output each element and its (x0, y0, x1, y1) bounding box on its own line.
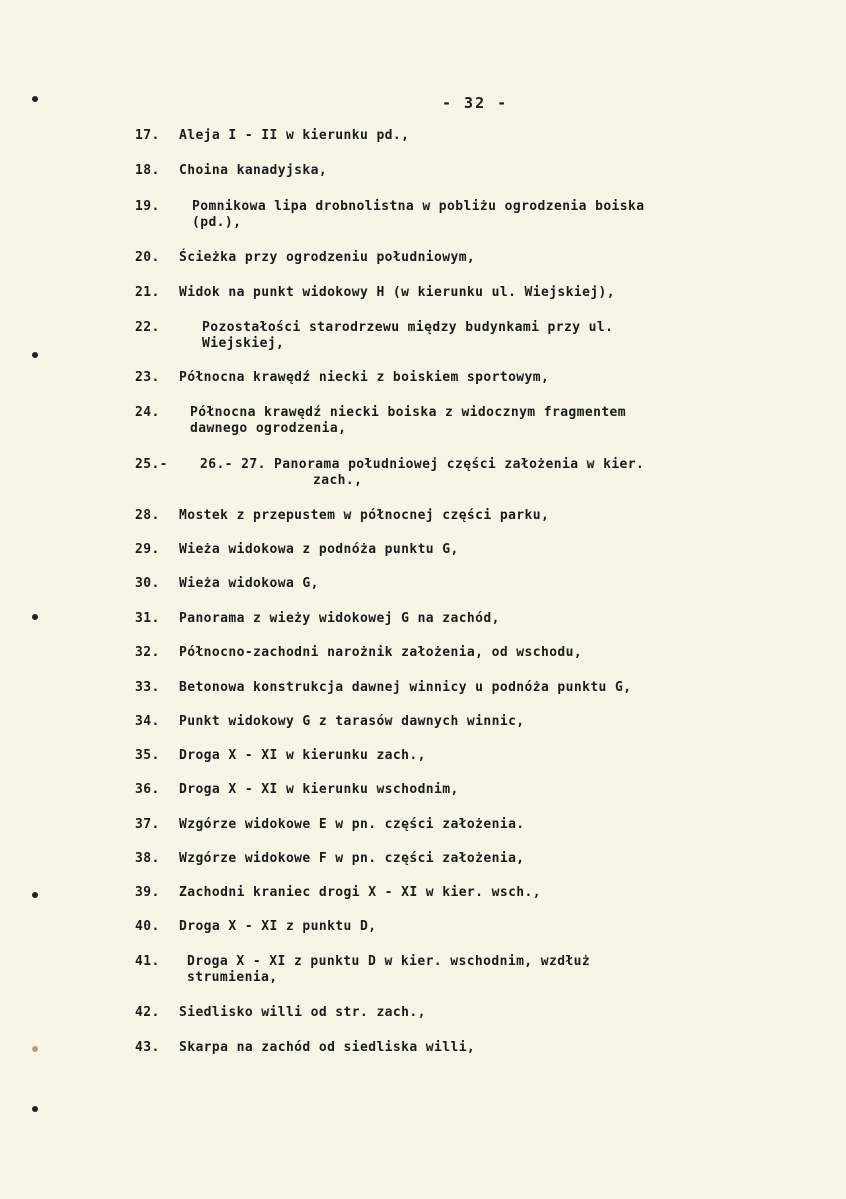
list-item: 21. Widok na punkt widokowy H (w kierunku ul. Wiejskiej), (135, 285, 616, 300)
binder-hole (32, 614, 38, 620)
list-item: 30. Wieża widokowa G, (135, 576, 319, 591)
list-item: 42. Siedlisko willi od str. zach., (135, 1005, 426, 1020)
list-item: 31. Panorama z wieży widokowej G na zachód, (135, 611, 500, 626)
list-item: 33. Betonowa konstrukcja dawnej winnicy u podnóża punktu G, (135, 680, 632, 695)
list-item: 22. Pozostałości starodrzewu między budynkami przy ul. Wiejskiej, (135, 320, 614, 351)
list-item: 37. Wzgórze widokowe E w pn. części założenia. (135, 817, 525, 832)
binder-hole (32, 352, 38, 358)
list-item: 40. Droga X - XI z punktu D, (135, 919, 377, 934)
list-item: 38. Wzgórze widokowe F w pn. części założenia, (135, 851, 525, 866)
list-item: 25.- 26.- 27. Panorama południowej części założenia w kier. zach., (135, 457, 645, 488)
list-item: 35. Droga X - XI w kierunku zach., (135, 748, 426, 763)
binder-hole (32, 892, 38, 898)
binder-hole (32, 1106, 38, 1112)
list-item: 20. Ścieżka przy ogrodzeniu południowym, (135, 250, 476, 265)
binder-hole (32, 96, 38, 102)
list-item: 19. Pomnikowa lipa drobnolistna w pobliżu ogrodzenia boiska (pd.), (135, 199, 645, 230)
list-item: 29. Wieża widokowa z podnóża punktu G, (135, 542, 459, 557)
list-item: 34. Punkt widokowy G z tarasów dawnych winnic, (135, 714, 525, 729)
list-item: 17. Aleja I - II w kierunku pd., (135, 128, 410, 143)
list-item: 28. Mostek z przepustem w północnej części parku, (135, 508, 550, 523)
list-item: 18. Choina kanadyjska, (135, 163, 328, 178)
list-item: 43. Skarpa na zachód od siedliska willi, (135, 1040, 476, 1055)
list-item: 39. Zachodni kraniec drogi X - XI w kier. wsch., (135, 885, 541, 900)
list-item: 24. Północna krawędź niecki boiska z widocznym fragmentem dawnego ogrodzenia, (135, 405, 627, 436)
binder-hole (32, 1046, 38, 1052)
list-item: 23. Północna krawędź niecki z boiskiem sportowym, (135, 370, 550, 385)
list-item: 41. Droga X - XI z punktu D w kier. wschodnim, wzdłuż strumienia, (135, 954, 591, 985)
list-item: 36. Droga X - XI w kierunku wschodnim, (135, 782, 459, 797)
list-item: 32. Północno-zachodni narożnik założenia, od wschodu, (135, 645, 583, 660)
page-number: - 32 - (442, 94, 509, 112)
